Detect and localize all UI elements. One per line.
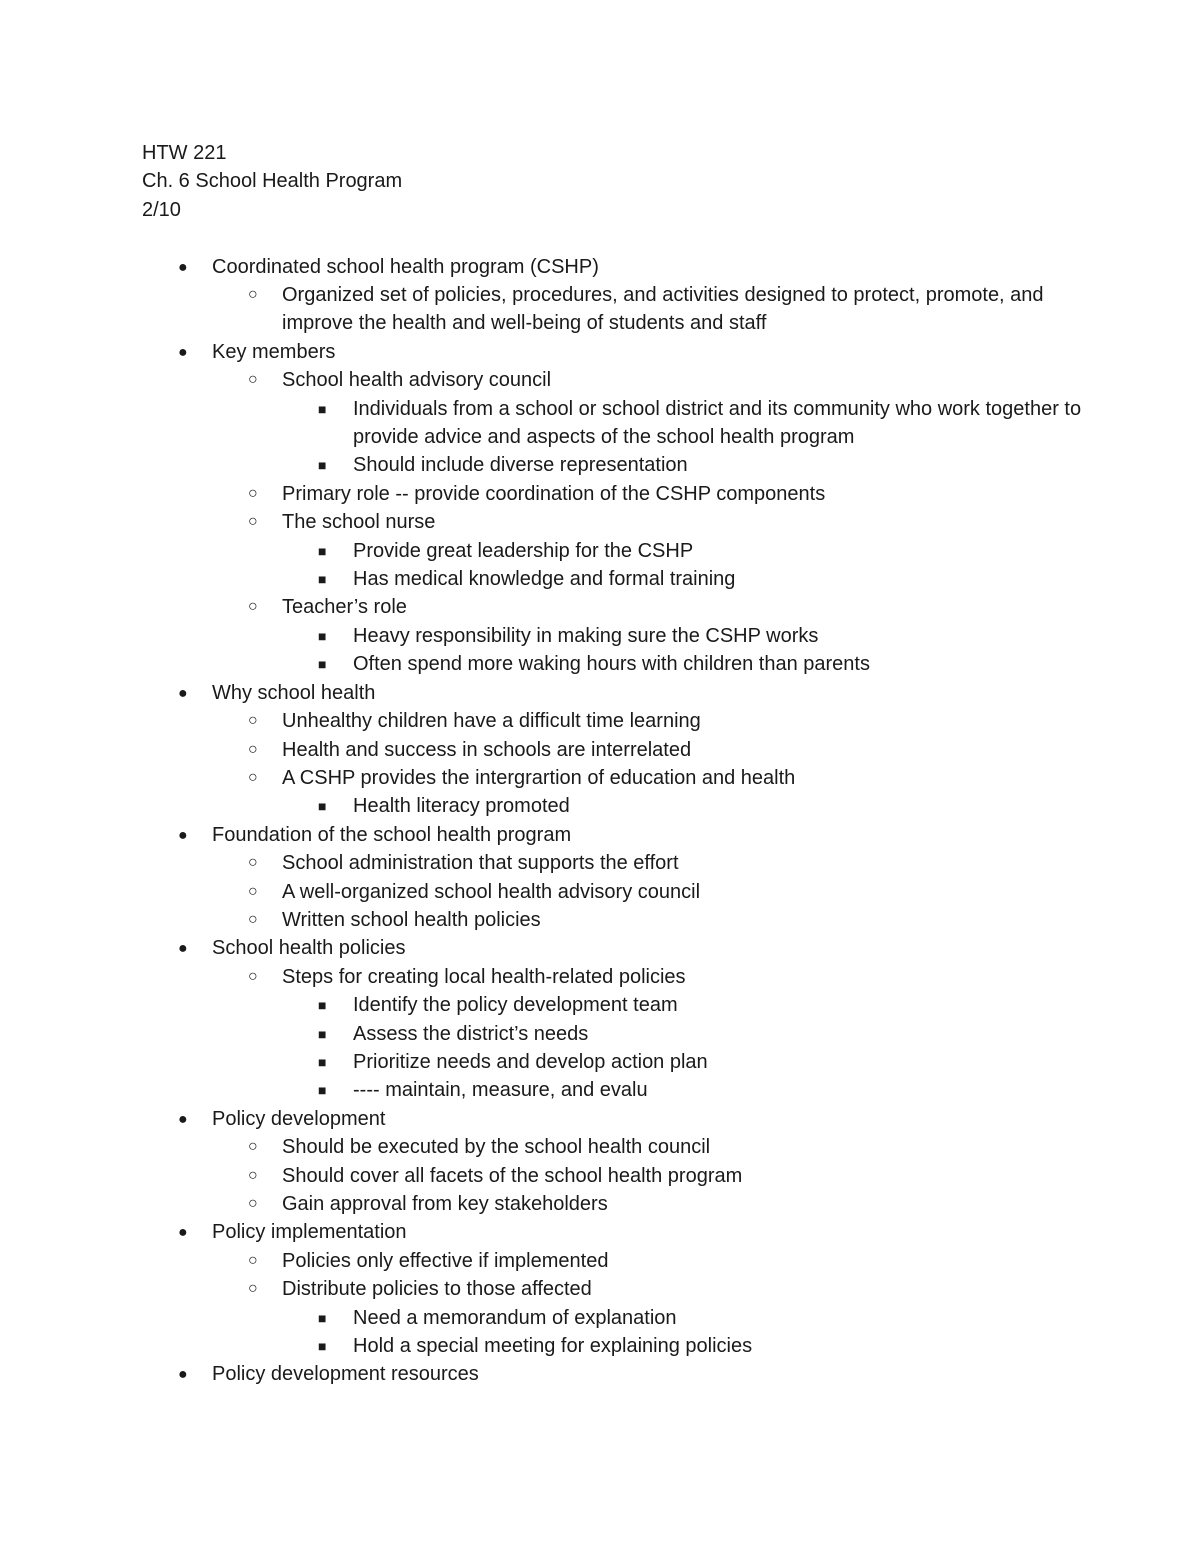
list-item-text: Steps for creating local health-related policies bbox=[282, 965, 686, 988]
list-item-text: Teacher’s role bbox=[282, 596, 407, 619]
chapter-title: Ch. 6 School Health Program bbox=[142, 170, 403, 193]
list-item-level-3 bbox=[142, 991, 1102, 1019]
list-item-text: Hold a special meeting for explaining policies bbox=[353, 1335, 753, 1358]
list-item-level-1 bbox=[142, 934, 1102, 962]
list-item-level-2 bbox=[142, 1190, 1102, 1218]
list-item-text: Assess the district’s needs bbox=[353, 1022, 589, 1045]
list-item-text: ---- maintain, measure, and evalu bbox=[353, 1079, 648, 1102]
list-item-level-3 bbox=[142, 395, 1102, 452]
list-item-level-1 bbox=[142, 679, 1102, 707]
list-item-level-2 bbox=[142, 593, 1102, 621]
list-item-text: Heavy responsibility in making sure the CSHP works bbox=[353, 624, 819, 647]
list-item-text: Should cover all facets of the school health program bbox=[282, 1164, 743, 1187]
bullet-level-3-icon: ■ bbox=[318, 798, 327, 815]
list-item-level-1 bbox=[142, 1218, 1102, 1246]
bullet-level-3-icon: ■ bbox=[318, 1053, 327, 1070]
list-item-text: Should be executed by the school health council bbox=[282, 1136, 711, 1159]
bullet-level-2-icon: ○ bbox=[248, 371, 258, 389]
bullet-level-2-icon: ○ bbox=[248, 967, 258, 985]
list-item-level-2 bbox=[142, 1247, 1102, 1275]
list-item-text: School health advisory council bbox=[282, 369, 552, 392]
list-item-text: Distribute policies to those affected bbox=[282, 1278, 592, 1301]
list-item-text: Why school health bbox=[212, 681, 376, 704]
bullet-level-2-icon: ○ bbox=[248, 1166, 258, 1184]
list-item-level-1 bbox=[142, 1105, 1102, 1133]
list-item-level-2 bbox=[142, 1162, 1102, 1190]
list-item-level-2 bbox=[142, 906, 1102, 934]
list-item-level-2 bbox=[142, 878, 1102, 906]
list-item-text: A CSHP provides the intergrartion of education and health bbox=[282, 766, 796, 789]
list-item-level-1 bbox=[142, 1360, 1102, 1388]
notes-outline bbox=[142, 253, 1102, 1389]
list-item-level-2 bbox=[142, 1275, 1102, 1303]
list-item-text: Policy development bbox=[212, 1107, 386, 1130]
list-item-level-2 bbox=[142, 366, 1102, 394]
list-item-text: Provide great leadership for the CSHP bbox=[353, 539, 694, 562]
bullet-level-3-icon: ■ bbox=[318, 400, 327, 417]
lecture-date: 2/10 bbox=[142, 198, 181, 221]
list-item-level-3 bbox=[142, 622, 1102, 650]
list-item-text: Policy implementation bbox=[212, 1221, 407, 1244]
list-item-level-1 bbox=[142, 253, 1102, 281]
list-item-level-3 bbox=[142, 451, 1102, 479]
list-item-text: Individuals from a school or school district and its community who work together to provide advice and aspects of the school health program bbox=[353, 397, 1082, 449]
list-item-level-1 bbox=[142, 821, 1102, 849]
list-item-text: A well-organized school health advisory council bbox=[282, 880, 701, 903]
bullet-level-2-icon: ○ bbox=[248, 768, 258, 786]
bullet-level-3-icon: ■ bbox=[318, 571, 327, 588]
list-item-text: Coordinated school health program (CSHP) bbox=[212, 255, 599, 278]
bullet-level-1-icon: ● bbox=[178, 940, 188, 958]
list-item-level-2 bbox=[142, 963, 1102, 991]
list-item-level-3 bbox=[142, 1020, 1102, 1048]
bullet-level-2-icon: ○ bbox=[248, 1138, 258, 1156]
bullet-level-3-icon: ■ bbox=[318, 997, 327, 1014]
bullet-level-2-icon: ○ bbox=[248, 1251, 258, 1269]
list-item-level-2 bbox=[142, 1133, 1102, 1161]
list-item-text: Primary role -- provide coordination of the CSHP components bbox=[282, 482, 826, 505]
bullet-level-2-icon: ○ bbox=[248, 1195, 258, 1213]
list-item-text: School administration that supports the effort bbox=[282, 852, 679, 875]
bullet-level-3-icon: ■ bbox=[318, 1309, 327, 1326]
list-item-level-3 bbox=[142, 565, 1102, 593]
list-item-text: The school nurse bbox=[282, 511, 436, 534]
list-item-level-2 bbox=[142, 480, 1102, 508]
list-item-level-3 bbox=[142, 1304, 1102, 1332]
bullet-level-2-icon: ○ bbox=[248, 286, 258, 304]
list-item-text: Often spend more waking hours with children than parents bbox=[353, 653, 870, 676]
bullet-level-2-icon: ○ bbox=[248, 740, 258, 758]
list-item-text: Health literacy promoted bbox=[353, 795, 570, 818]
bullet-level-1-icon: ● bbox=[178, 1110, 188, 1128]
header-spacer bbox=[142, 224, 1102, 252]
bullet-level-2-icon: ○ bbox=[248, 484, 258, 502]
list-item-text: Should include diverse representation bbox=[353, 454, 688, 477]
bullet-level-3-icon: ■ bbox=[318, 656, 327, 673]
list-item-text: Identify the policy development team bbox=[353, 994, 678, 1017]
list-item-level-1 bbox=[142, 338, 1102, 366]
bullet-level-2-icon: ○ bbox=[248, 910, 258, 928]
list-item-level-3 bbox=[142, 792, 1102, 820]
list-item-text: Health and success in schools are interrelated bbox=[282, 738, 692, 761]
list-item-level-2 bbox=[142, 508, 1102, 536]
list-item-text: School health policies bbox=[212, 937, 406, 960]
bullet-level-3-icon: ■ bbox=[318, 1082, 327, 1099]
list-item-text: Organized set of policies, procedures, and activities designed to protect, promote, and improve the health and well-being of students and staff bbox=[282, 284, 1044, 335]
bullet-level-1-icon: ● bbox=[178, 684, 188, 702]
list-item-level-3 bbox=[142, 1048, 1102, 1076]
bullet-level-1-icon: ● bbox=[178, 1366, 188, 1384]
bullet-level-2-icon: ○ bbox=[248, 854, 258, 872]
list-item-text: Prioritize needs and develop action plan bbox=[353, 1050, 708, 1073]
list-item-level-2 bbox=[142, 707, 1102, 735]
bullet-level-2-icon: ○ bbox=[248, 598, 258, 616]
bullet-level-3-icon: ■ bbox=[318, 1025, 327, 1042]
bullet-level-1-icon: ● bbox=[178, 826, 188, 844]
document-page bbox=[142, 139, 1102, 1389]
bullet-level-3-icon: ■ bbox=[318, 457, 327, 474]
list-item-level-3 bbox=[142, 1332, 1102, 1360]
list-item-level-2 bbox=[142, 736, 1102, 764]
list-item-level-3 bbox=[142, 537, 1102, 565]
bullet-level-2-icon: ○ bbox=[248, 513, 258, 531]
list-item-level-3 bbox=[142, 1076, 1102, 1104]
list-item-text: Foundation of the school health program bbox=[212, 823, 572, 846]
course-title: HTW 221 bbox=[142, 142, 227, 164]
bullet-level-2-icon: ○ bbox=[248, 712, 258, 730]
list-item-text: Written school health policies bbox=[282, 908, 541, 931]
list-item-text: Gain approval from key stakeholders bbox=[282, 1193, 608, 1216]
list-item-text: Policy development resources bbox=[212, 1363, 479, 1386]
bullet-level-3-icon: ■ bbox=[318, 627, 327, 644]
list-item-level-2 bbox=[142, 281, 1102, 338]
list-item-text: Unhealthy children have a difficult time learning bbox=[282, 710, 701, 733]
bullet-level-3-icon: ■ bbox=[318, 1338, 327, 1355]
list-item-level-2 bbox=[142, 849, 1102, 877]
bullet-level-2-icon: ○ bbox=[248, 882, 258, 900]
list-item-level-2 bbox=[142, 764, 1102, 792]
bullet-level-1-icon: ● bbox=[178, 1224, 188, 1242]
list-item-text: Policies only effective if implemented bbox=[282, 1249, 609, 1272]
list-item-text: Has medical knowledge and formal training bbox=[353, 568, 736, 591]
list-item-text: Need a memorandum of explanation bbox=[353, 1306, 677, 1329]
list-item-level-3 bbox=[142, 650, 1102, 678]
bullet-level-1-icon: ● bbox=[178, 343, 188, 361]
bullet-level-3-icon: ■ bbox=[318, 542, 327, 559]
bullet-level-2-icon: ○ bbox=[248, 1280, 258, 1298]
bullet-level-1-icon: ● bbox=[178, 258, 188, 276]
list-item-text: Key members bbox=[212, 340, 336, 363]
